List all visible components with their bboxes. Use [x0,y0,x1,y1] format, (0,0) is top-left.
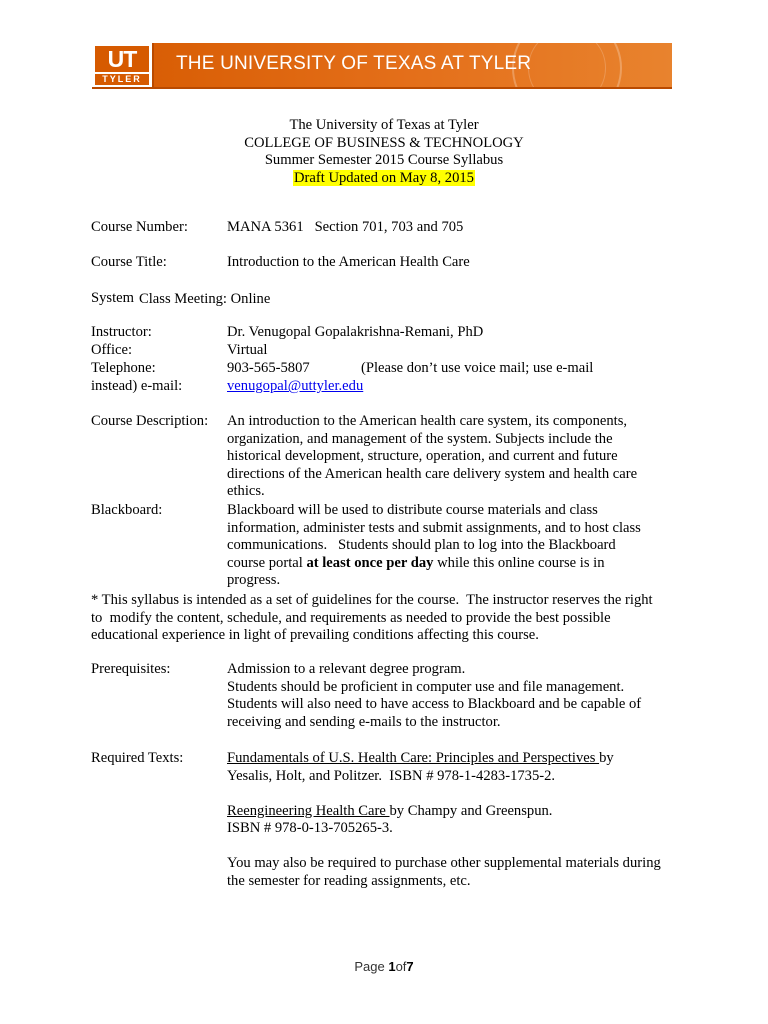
required-texts-label: Required Texts: [91,750,184,766]
prerequisites-text [227,661,687,731]
blackboard-line: communications. Students should plan to log into the Blackboard [227,537,616,553]
email-label: instead) e-mail: [91,378,183,394]
course-description-text [227,413,687,501]
disclaimer-line: educational experience in light of prevailing conditions affecting this course. [91,627,539,643]
prerequisites-line: Students should be proficient in computer use and file management. [227,678,625,695]
office-value: Virtual [227,342,268,358]
banner-title: THE UNIVERSITY OF TEXAS AT TYLER [176,53,532,74]
page-word: Page [354,959,389,974]
course-title-label: Course Title: [91,254,167,270]
book2-line1 [227,803,687,821]
blackboard-label: Blackboard: [91,502,163,518]
course-number-label: Course Number: [91,219,188,235]
blackboard-line-4 [227,555,687,573]
university-name: The University of Texas at Tyler [289,117,479,133]
required-texts-list [227,750,687,890]
course-title-value: Introduction to the American Health Care [227,254,470,270]
ut-tyler-logo [92,43,154,87]
telephone-note: (Please don’t use voice mail; use e-mail [361,360,594,376]
banner-divider [92,87,672,89]
book1-title: Fundamentals of U.S. Health Care: Principles and Perspectives [227,750,600,766]
class-meeting-value: Class Meeting: Online [139,291,271,307]
semester-title: Summer Semester 2015 Course Syllabus [264,152,504,168]
book1-line1 [227,750,687,768]
college-name: COLLEGE OF BUSINESS & TECHNOLOGY [244,134,524,151]
prerequisites-line: Students will also need to have access to Blackboard and be capable of [227,696,642,712]
telephone-number: 903-565-5807 [227,360,310,376]
blackboard-line4-pre: course portal [227,554,307,571]
of-word: of [395,959,407,974]
disclaimer-line: to modify the content, schedule, and requirements as needed to provide the best possible [91,609,611,626]
draft-date-highlight: Draft Updated on May 8, 2015 [294,169,474,186]
syllabus-disclaimer [91,592,681,645]
university-banner [92,43,672,87]
course-number-value: MANA 5361 Section 701, 703 and 705 [227,219,464,235]
syllabus-header [0,117,768,187]
office-label: Office: [91,342,133,358]
blackboard-text [227,502,687,590]
book1-authors-isbn: Yesalis, Holt, and Politzer. ISBN # 978-1-4283-1735-2. [227,767,556,784]
course-title-continuation: System [91,290,134,306]
book2-authors: by Champy and Greenspun. [389,802,553,819]
instructor-label: Instructor: [91,324,152,340]
logo-subtext: TYLER [95,74,149,85]
course-description-line: directions of the American health care delivery system and health care [227,465,638,482]
blackboard-emphasis: at least once per day [306,554,434,571]
logo-mark: UT [95,46,149,72]
page-footer [0,959,768,974]
course-description-line: historical development, structure, operation, and current and future [227,448,618,464]
page-number: 1 [388,959,396,974]
supplemental-note-line: the semester for reading assignments, etc. [227,872,471,889]
course-description-line: ethics. [227,483,265,499]
prerequisites-label: Prerequisites: [91,661,171,677]
instructor-value: Dr. Venugopal Gopalakrishna-Remani, PhD [227,324,484,340]
blackboard-line: progress. [227,572,281,588]
prerequisites-line: receiving and sending e-mails to the instructor. [227,713,501,730]
blackboard-line4-post: while this online course is in [433,554,605,571]
blackboard-line: Blackboard will be used to distribute course materials and class [227,502,598,518]
disclaimer-line: * This syllabus is intended as a set of guidelines for the course. The instructor reserves the right [91,592,653,608]
supplemental-note-line: You may also be required to purchase other supplemental materials during [227,855,661,871]
course-description-line: An introduction to the American health care system, its components, [227,413,628,429]
blackboard-line: information, administer tests and submit assignments, and to host class [227,519,641,536]
telephone-label: Telephone: [91,360,156,376]
book2-title: Reengineering Health Care [227,802,390,819]
course-description-line: organization, and management of the system. Subjects include the [227,430,613,447]
book1-by: by [599,750,614,766]
book2-isbn: ISBN # 978-0-13-705265-3. [227,820,393,836]
instructor-email-link[interactable]: venugopal@uttyler.edu [227,378,364,394]
page-total: 7 [406,959,414,974]
prerequisites-line: Admission to a relevant degree program. [227,661,466,677]
course-description-label: Course Description: [91,413,209,429]
